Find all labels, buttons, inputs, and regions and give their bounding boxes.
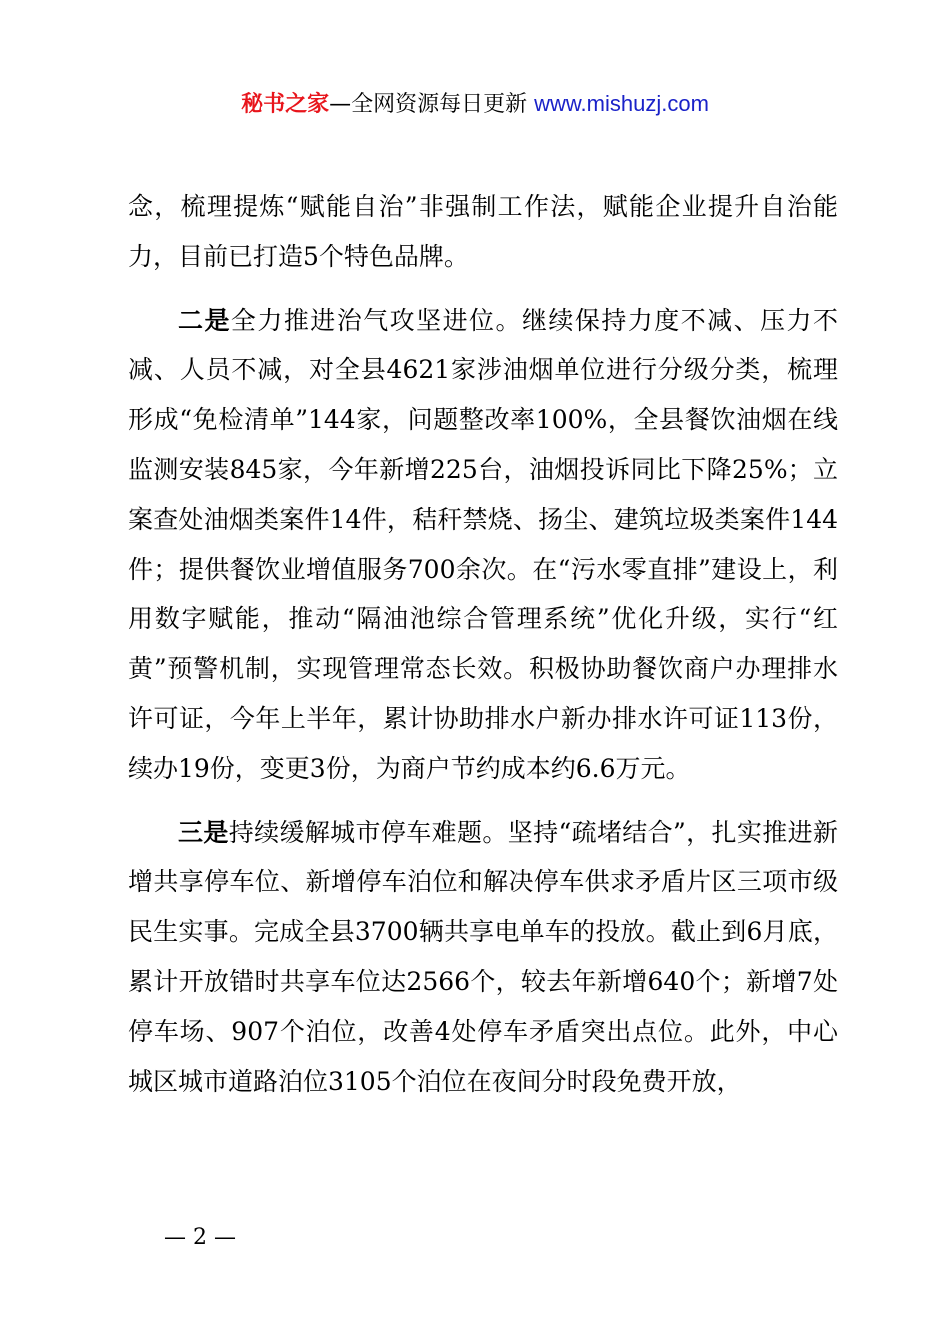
site-url-link[interactable]: www.mishuzj.com [534,91,709,116]
paragraph-lead: 二是 [178,305,231,335]
header-tagline: —全网资源每日更新 [329,92,535,117]
paragraph-text: 持续缓解城市停车难题。坚持“疏堵结合”，扎实推进新增共享停车位、新增停车泊位和解决停车供求矛盾片区三项市级民生实事。完成全县3700辆共享电单车的投放。截止到6月底，累计开放错时共享车位达2566个，较去年新增640个；新增7处停车场、907个泊位，改善4处停车矛盾突出点位。此外，中心城区城市道路泊位3105个泊位在夜间分时段免费开放， [128,817,838,1096]
paragraph-continued [128,182,838,282]
document-body [128,182,838,1106]
paragraph-lead: 三是 [178,817,229,847]
site-header [0,86,950,123]
paragraph-text: 念，梳理提炼“赋能自治”非强制工作法，赋能企业提升自治能力，目前已打造5个特色品牌。 [128,192,838,271]
paragraph-text: 全力推进治气攻坚进位。继续保持力度不减、压力不减、人员不减，对全县4621家涉油烟单位进行分级分类，梳理形成“免检清单”144家，问题整改率100%，全县餐饮油烟在线监测安装845家，今年新增225台，油烟投诉同比下降25%；立案查处油烟类案件14件，秸秆禁烧、扬尘、建筑垃圾类案件144件；提供餐饮业增值服务700余次。在“污水零直排”建设上，利用数字赋能，推动“隔油池综合管理系统”优化升级，实行“红黄”预警机制，实现管理常态长效。积极协助餐饮商户办理排水许可证，今年上半年，累计协助排水户新办排水许可证113份，续办19份，变更3份，为商户节约成本约6.6万元。 [128,305,838,783]
page-number: — 2 — [164,1225,236,1250]
brand-name: 秘书之家 [241,92,330,117]
paragraph-two [128,296,838,794]
paragraph-three [128,808,838,1107]
